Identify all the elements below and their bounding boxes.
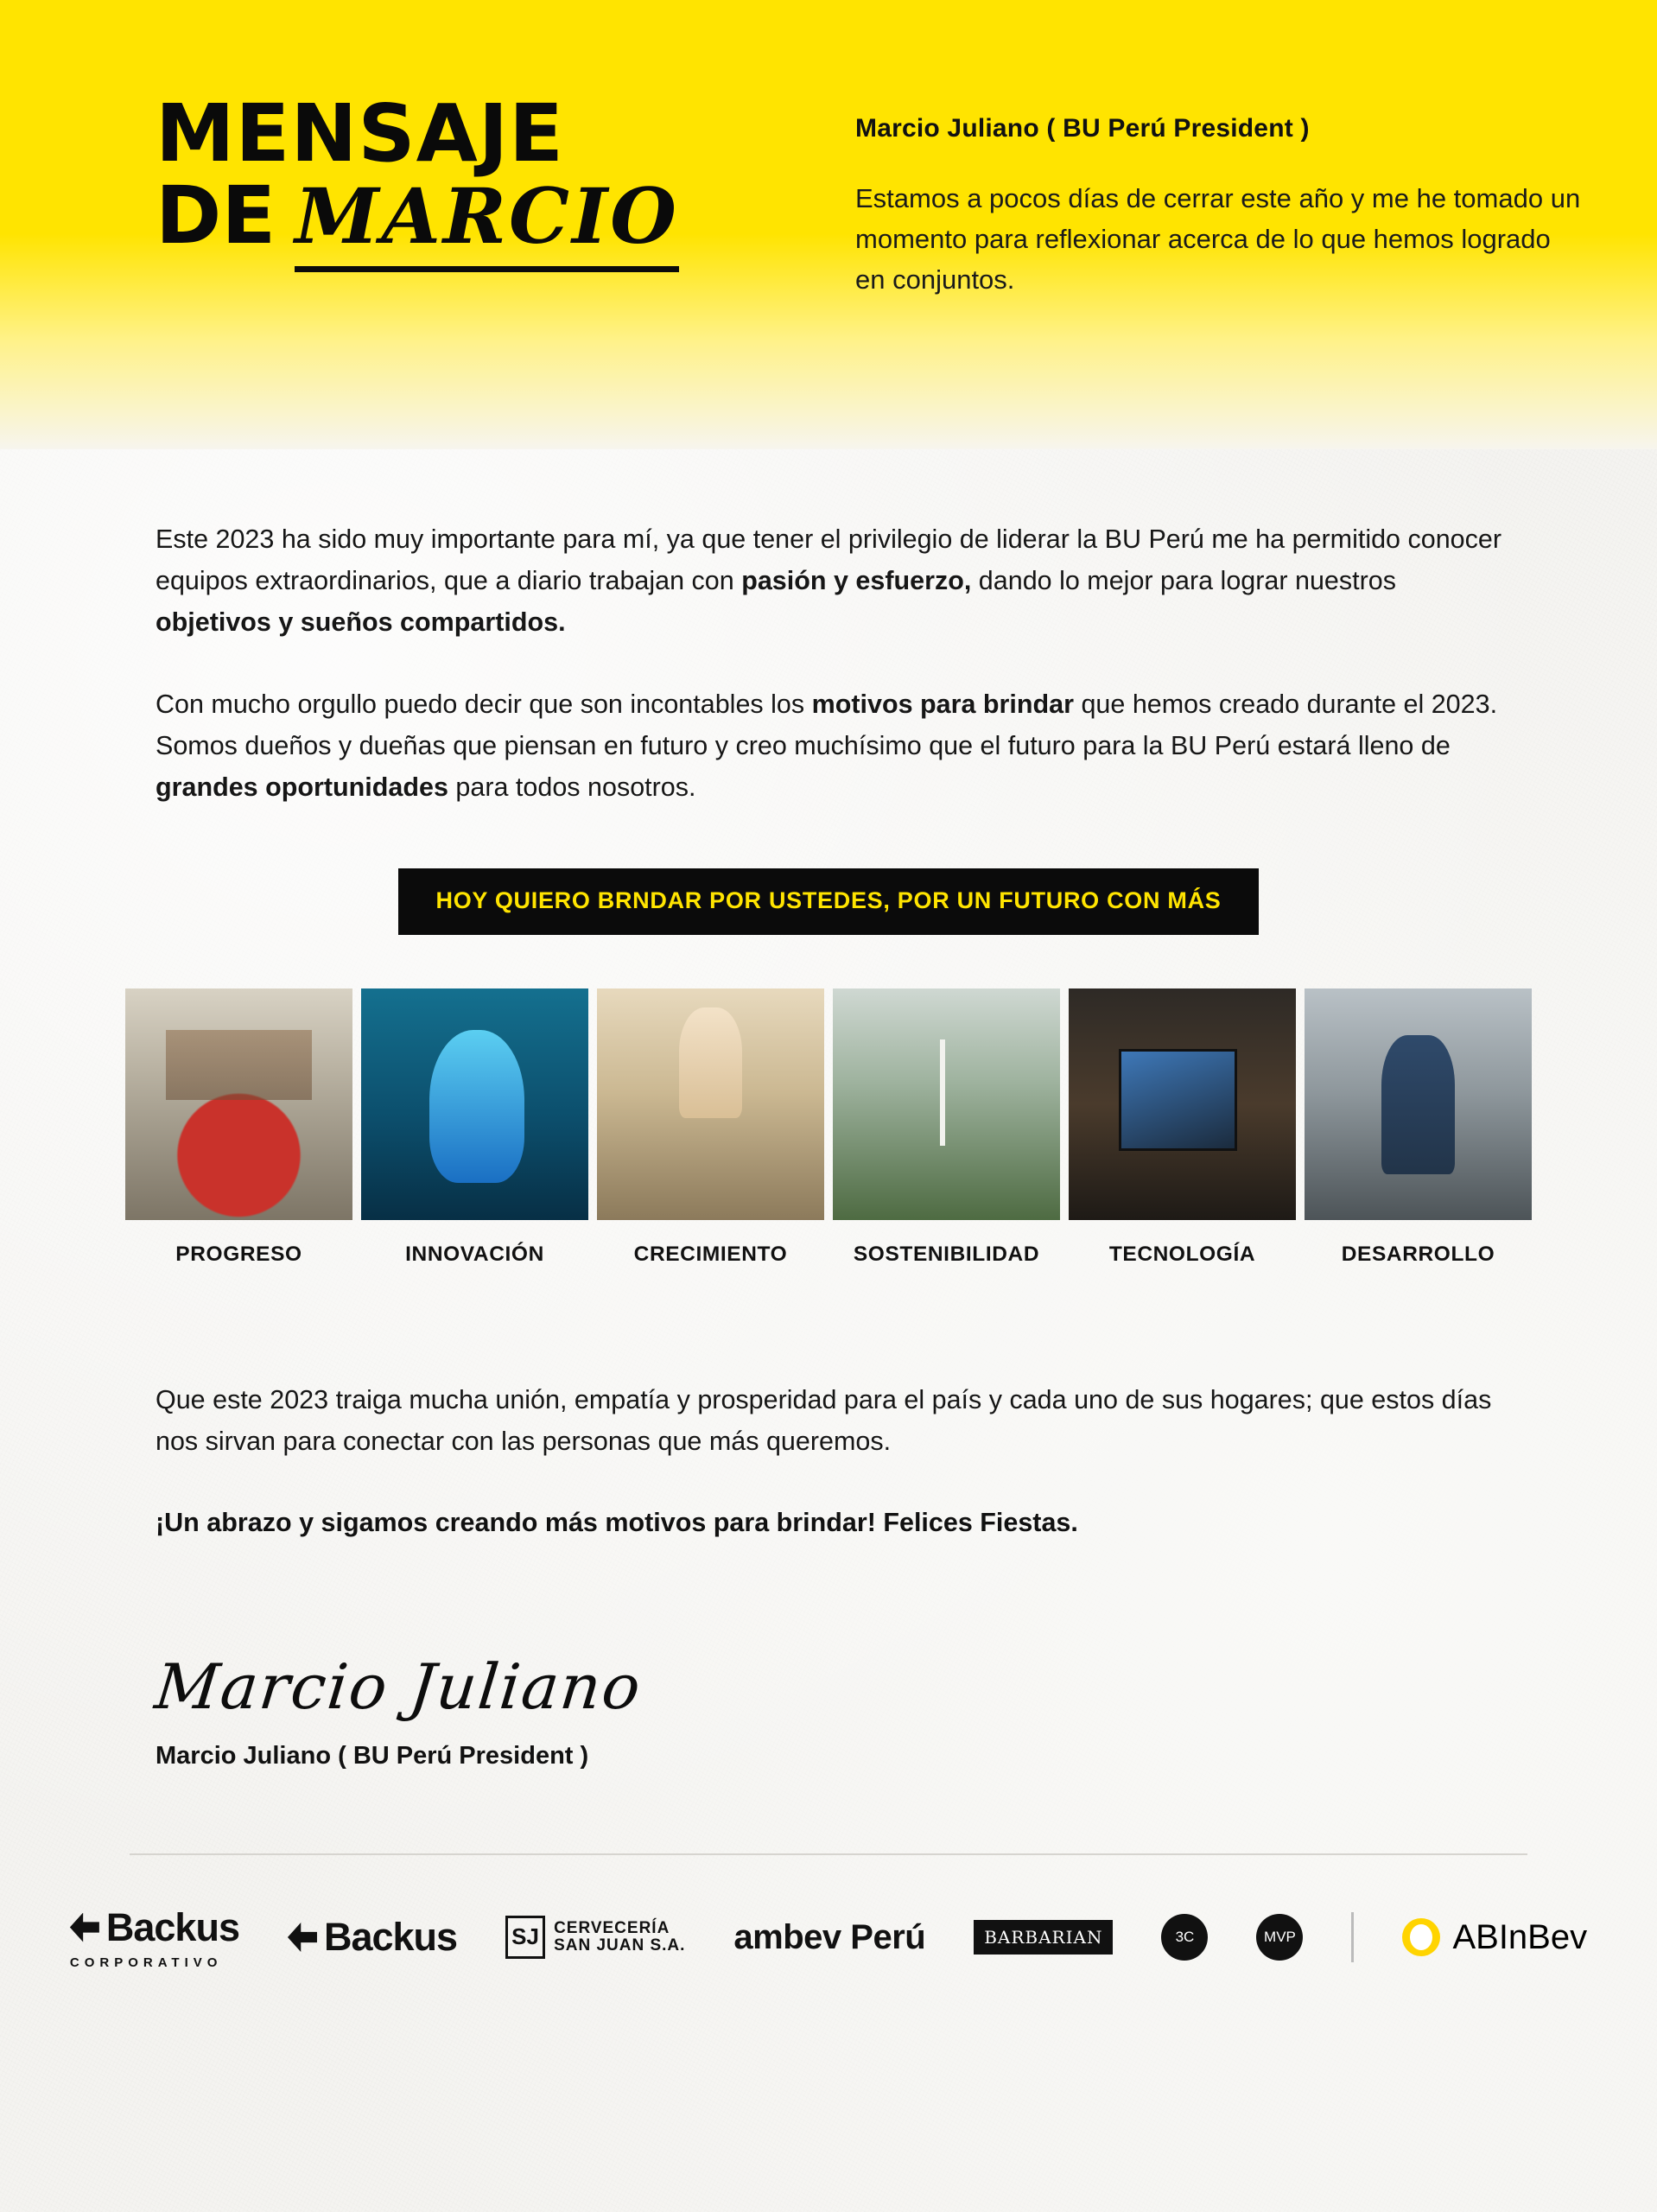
value-tile [597,988,824,1267]
intro-block [855,95,1581,300]
logo-san-juan-line2: SAN JUAN S.A. [554,1936,686,1955]
value-tile [125,988,352,1267]
paragraph-2-bold-a: motivos para brindar [811,689,1074,719]
logo-mvp: MVP [1256,1914,1303,1961]
abinbev-mark-icon [1402,1918,1440,1956]
logo-tres-cruces: 3C [1161,1914,1208,1961]
backus-arrow-icon [70,1913,99,1942]
high-five-people-photo [597,988,824,1220]
page-title-line2 [156,169,778,272]
intro-paragraph: Estamos a pocos días de cerrar este año y me he tomado un momento para reflexionar acerca de lo que hemos logrado en conjuntos. [855,183,1581,296]
value-tile [361,988,588,1267]
wind-turbine-landscape-photo [833,988,1060,1220]
paragraph-2 [156,683,1501,809]
value-label: DESARROLLO [1341,1243,1495,1267]
signature-block [151,1649,1501,1770]
worker-with-helmet-photo [1305,988,1532,1220]
value-label: TECNOLOGÍA [1108,1243,1256,1267]
footer-divider [130,1853,1527,1855]
value-label: PROGRESO [175,1243,302,1267]
closing-block [151,1379,1501,1770]
value-photo-strip [156,988,1501,1267]
logo-backus-corporativo [70,1905,239,1970]
logo-abinbev [1402,1918,1587,1957]
paragraph-2-part-b: que hemos creado durante el 2023. Somos dueños y dueñas que piensan en futuro y creo muchísimo que el futuro para la BU Perú estará lleno de [156,689,1498,760]
page-title-marcio: MARCIO [295,175,679,272]
logo-barbarian: BARBARIAN [974,1920,1113,1955]
paragraph-1-part-a: Este 2023 ha sido muy importante para mí, ya que tener el privilegio de liderar la BU Perú me ha permitido conocer equipos extraordinarios, que a diario trabajan con [156,524,1502,596]
page-title-line1: MENSAJE [156,87,564,180]
blue-robotic-hand-photo [361,988,588,1220]
logo-ambev-peru: ambev Perú [733,1917,926,1956]
backus-arrow-icon [288,1923,317,1952]
paragraph-4: ¡Un abrazo y sigamos creando más motivos para brindar! Felices Fiestas. [156,1507,1078,1537]
paragraph-1-bold-b: objetivos y sueños compartidos. [156,607,566,638]
paragraph-2-bold-b: grandes oportunidades [156,772,448,802]
value-tile [833,988,1060,1267]
value-label: CRECIMIENTO [633,1243,788,1267]
logo-san-juan-line1: CERVECERÍA [554,1919,670,1938]
logo-abinbev-word: ABInBev [1452,1917,1588,1956]
logo-backus-corporativo-word: Backus [105,1904,239,1949]
header-band [0,0,1657,449]
logo-backus-corporativo-sub: CORPORATIVO [69,1955,223,1970]
supermarket-worker-photo [125,988,352,1220]
logo-backus [288,1915,457,1960]
paragraph-2-part-c: para todos nosotros. [448,772,696,802]
value-tile [1305,988,1532,1267]
footer-separator [1351,1912,1354,1962]
title-block [156,87,778,272]
value-label: INNOVACIÓN [405,1243,544,1267]
paragraph-1-bold-a: pasión y esfuerzo, [741,566,972,596]
author-name: Marcio Juliano ( BU Perú President ) [855,114,1310,143]
highlight-banner: HOY QUIERO BRNDAR POR USTEDES, POR UN FUTURO CON MÁS [398,868,1260,935]
body-content [0,518,1657,1770]
touchscreen-kiosk-photo [1069,988,1296,1220]
paragraph-3: Que este 2023 traiga mucha unión, empatía y prosperidad para el país y cada uno de sus hogares; que estos días nos sirvan para conectar con las personas que más queremos. [156,1385,1492,1457]
signature-name: Marcio Juliano ( BU Perú President ) [156,1741,589,1770]
footer-logos [0,1905,1657,2031]
value-label: SOSTENIBILIDAD [853,1243,1040,1267]
paragraph-2-part-a: Con mucho orgullo puedo decir que son incontables los [156,689,812,719]
paragraph-1 [156,518,1501,644]
logo-cerveceria-san-juan [505,1916,685,1959]
logo-backus-word: Backus [323,1915,458,1959]
page-title-de: DE [156,169,276,263]
handwritten-signature: Marcio Juliano [151,1649,646,1723]
value-tile [1069,988,1296,1267]
banner-row [156,868,1501,935]
san-juan-badge-icon: SJ [505,1916,545,1959]
paragraph-1-part-b: dando lo mejor para lograr nuestros [971,566,1396,596]
